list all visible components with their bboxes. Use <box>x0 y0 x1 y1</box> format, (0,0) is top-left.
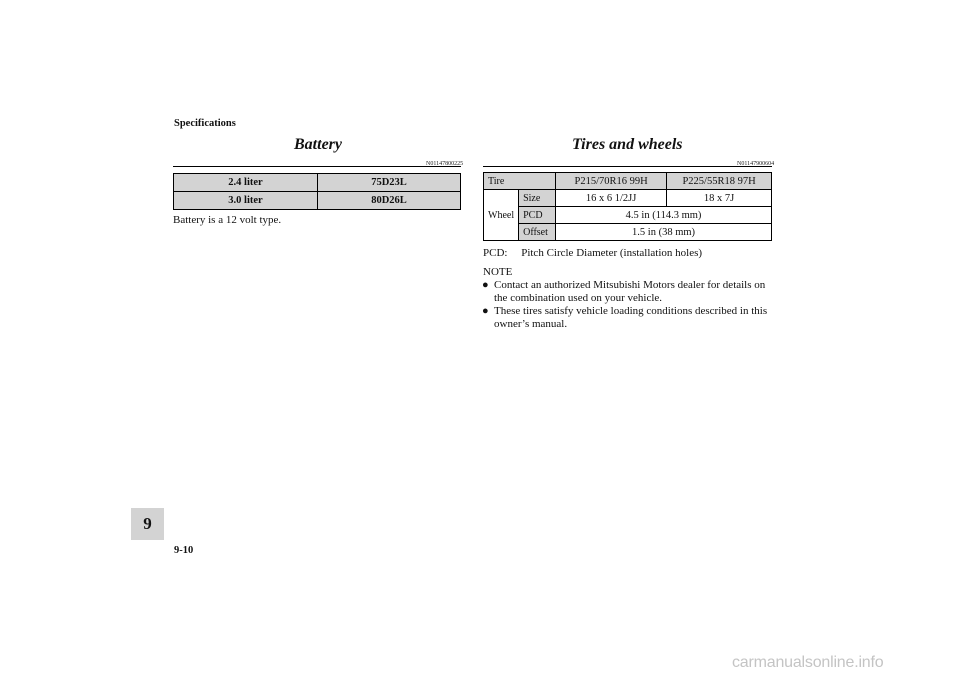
battery-title: Battery <box>294 136 342 153</box>
tire-size-cell: P215/70R16 99H <box>556 173 667 190</box>
note-text: Contact an authorized Mitsubishi Motors dealer for details on the combination used on your vehicle. <box>494 279 766 304</box>
tire-label-cell: Tire <box>484 173 556 190</box>
note-item <box>482 279 776 305</box>
table-row <box>484 173 772 190</box>
note-item <box>482 305 776 331</box>
battery-type-cell: 75D23L <box>318 174 461 192</box>
offset-label-cell: Offset <box>519 224 556 241</box>
pcd-definition: PCD: Pitch Circle Diameter (installation holes) <box>483 247 703 259</box>
table-row <box>174 192 461 210</box>
wheel-size-cell: 18 x 7J <box>667 190 772 207</box>
table-row <box>174 174 461 192</box>
pcd-value-cell: 4.5 in (114.3 mm) <box>556 207 772 224</box>
note-title: NOTE <box>483 266 513 278</box>
battery-divider <box>173 166 461 167</box>
battery-code: N01147800225 <box>426 161 464 167</box>
chapter-tab: 9 <box>131 508 164 540</box>
wheel-size-cell: 16 x 6 1/2JJ <box>556 190 667 207</box>
table-row <box>484 207 772 224</box>
note-text: These tires satisfy vehicle loading conditions described in this owner’s manual. <box>494 305 768 330</box>
offset-value-cell: 1.5 in (38 mm) <box>556 224 772 241</box>
page-number: 9-10 <box>174 545 194 556</box>
battery-note: Battery is a 12 volt type. <box>173 214 282 226</box>
tires-divider <box>483 166 772 167</box>
tire-size-cell: P225/55R18 97H <box>667 173 772 190</box>
bullet-icon: ● <box>482 279 489 291</box>
table-row <box>484 224 772 241</box>
bullet-icon: ● <box>482 305 489 317</box>
tires-table <box>483 172 772 241</box>
running-header: Specifications <box>174 118 236 129</box>
tires-title: Tires and wheels <box>572 136 683 153</box>
tires-code: N01147900604 <box>737 161 775 167</box>
watermark: carmanualsonline.info <box>732 654 884 671</box>
table-row <box>484 190 772 207</box>
wheel-label-cell: Wheel <box>484 190 519 241</box>
battery-table <box>173 173 461 210</box>
battery-type-cell: 80D26L <box>318 192 461 210</box>
size-label-cell: Size <box>519 190 556 207</box>
battery-engine-cell: 2.4 liter <box>174 174 318 192</box>
pcd-label-cell: PCD <box>519 207 556 224</box>
battery-engine-cell: 3.0 liter <box>174 192 318 210</box>
